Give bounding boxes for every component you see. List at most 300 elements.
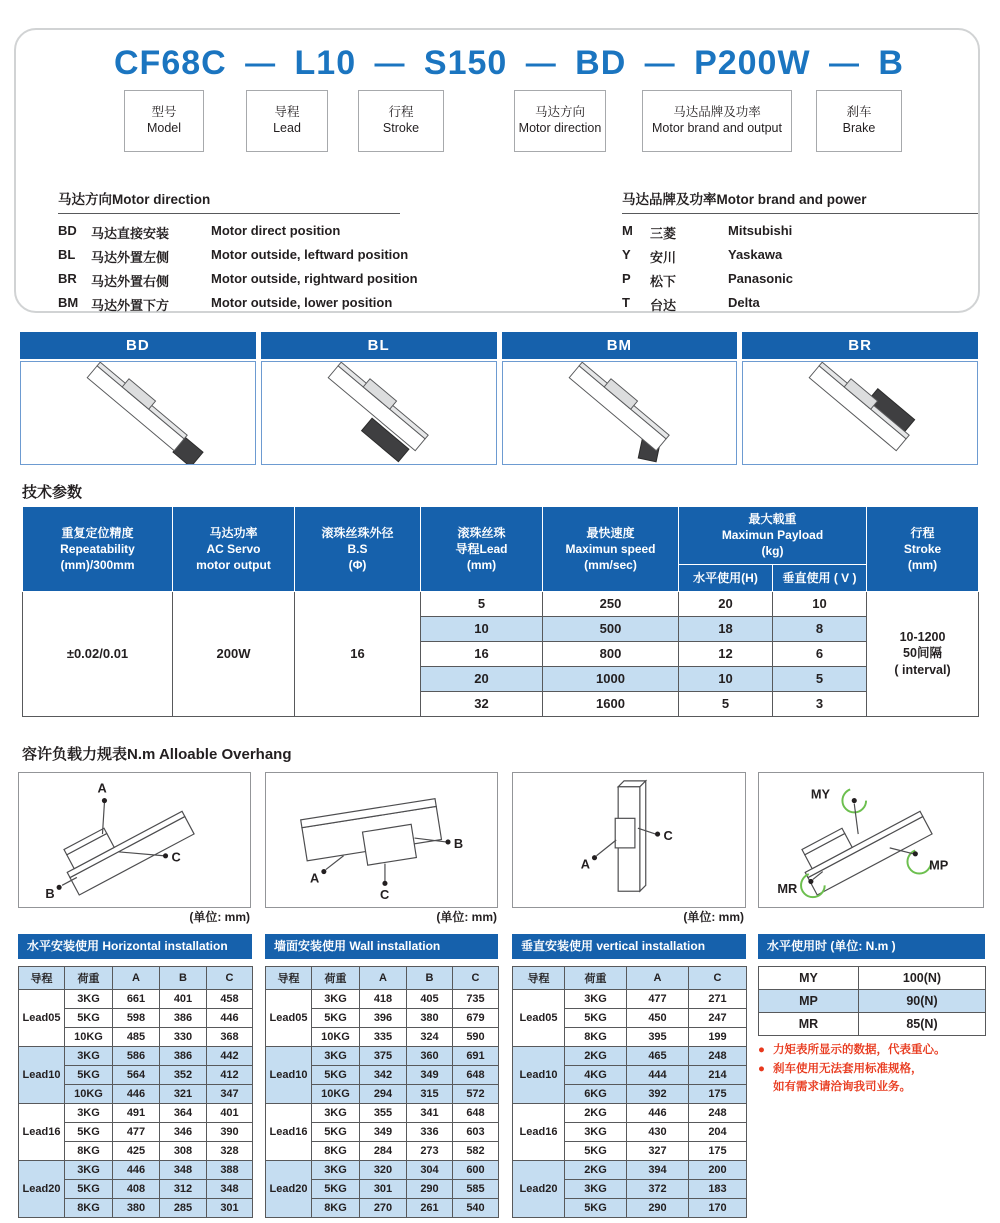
model-box-motor-brand — [642, 90, 792, 152]
model-dash: — — [644, 46, 676, 80]
install-cell: 388 — [207, 1161, 253, 1180]
install-cell: 364 — [160, 1104, 207, 1123]
model-dash: — — [374, 46, 406, 80]
tech-cell: 500 — [543, 616, 679, 641]
unit-label-mm: (单位: mm) — [189, 910, 250, 924]
install-cell: 648 — [453, 1104, 499, 1123]
tech-cell: 250 — [543, 591, 679, 616]
th-line: 滚珠丝珠外径 — [321, 525, 394, 540]
panel-br-image — [742, 361, 978, 465]
lead-group-cell: Lead16 — [19, 1104, 65, 1161]
tech-col-lead — [421, 507, 543, 592]
install-cell: 380 — [113, 1199, 160, 1218]
brand-en: Delta — [728, 295, 760, 310]
install-col-header: A — [113, 967, 160, 990]
install-cell: 425 — [113, 1142, 160, 1161]
actuator-illustration-br-icon — [743, 362, 977, 464]
install-cell: 390 — [207, 1123, 253, 1142]
install-cell: 270 — [360, 1199, 407, 1218]
th-line: Maximun speed — [565, 541, 656, 556]
wall-table-title: 墙面安装使用 Wall installation — [265, 934, 498, 959]
overhang-horizontal-icon — [19, 773, 250, 907]
model-box-cn: 导程 — [274, 105, 300, 120]
direction-code: BL — [58, 247, 76, 262]
note-bullet — [758, 1079, 773, 1096]
brand-en: Panasonic — [728, 271, 794, 286]
lead-group-cell: Lead10 — [513, 1047, 565, 1104]
install-cell: 10KG — [312, 1028, 360, 1047]
diagram-label: A — [580, 856, 590, 872]
tech-cell: 5 — [773, 666, 867, 691]
note-line — [758, 1079, 994, 1096]
install-cell: 247 — [689, 1009, 747, 1028]
torque-axis: MP — [759, 990, 859, 1013]
install-cell: 360 — [407, 1047, 453, 1066]
stroke-line: 50间隔 — [903, 646, 942, 661]
model-box-stroke — [358, 90, 444, 152]
install-col-header: C — [453, 967, 499, 990]
model-box-cn: 型号 — [151, 105, 177, 120]
actuator-illustration-bl-icon — [262, 362, 496, 464]
install-cell: 396 — [360, 1009, 407, 1028]
brand-cn: 三菱 — [650, 226, 677, 241]
install-col-header: 导程 — [266, 967, 312, 990]
install-cell: 395 — [627, 1028, 689, 1047]
direction-en: Motor outside, leftward position — [211, 247, 409, 262]
install-cell: 2KG — [565, 1161, 627, 1180]
model-box-cn: 马达品牌及功率 — [673, 105, 761, 120]
install-col-header: 导程 — [19, 967, 65, 990]
diagram-label: A — [97, 780, 107, 796]
panel-bm-image — [502, 361, 738, 465]
install-cell: 4KG — [565, 1066, 627, 1085]
tech-col-stroke — [867, 507, 979, 592]
th-line: AC Servo — [206, 541, 261, 556]
install-col-header: 荷重 — [65, 967, 113, 990]
install-cell: 3KG — [565, 1180, 627, 1199]
note-bullet: ● — [758, 1044, 765, 1056]
install-cell: 418 — [360, 990, 407, 1009]
install-cell: 564 — [113, 1066, 160, 1085]
install-cell: 284 — [360, 1142, 407, 1161]
lead-group-cell: Lead10 — [266, 1047, 312, 1104]
direction-code: BD — [58, 223, 77, 238]
diagram-label: A — [310, 870, 320, 886]
install-cell: 735 — [453, 990, 499, 1009]
th-line: Repeatability — [60, 541, 135, 556]
install-cell: 341 — [407, 1104, 453, 1123]
torque-table — [758, 966, 986, 1036]
model-code — [114, 44, 904, 83]
actuator-illustration-bm-icon — [503, 362, 737, 464]
install-cell: 321 — [160, 1085, 207, 1104]
direction-cn: 马达直接安装 — [91, 226, 170, 241]
install-cell: 372 — [627, 1180, 689, 1199]
install-cell: 586 — [113, 1047, 160, 1066]
model-box-model — [124, 90, 204, 152]
tech-section-title: 技术参数 — [22, 484, 83, 501]
model-box-motor-direction — [514, 90, 606, 152]
vertical-table-title: 垂直安装使用 vertical installation — [512, 934, 746, 959]
th-line: B.S — [347, 541, 368, 556]
install-cell: 590 — [453, 1028, 499, 1047]
install-cell: 691 — [453, 1047, 499, 1066]
overhang-diagram-vertical — [512, 772, 746, 908]
install-cell: 465 — [627, 1047, 689, 1066]
install-cell: 273 — [407, 1142, 453, 1161]
install-cell: 3KG — [312, 1161, 360, 1180]
install-cell: 5KG — [65, 1009, 113, 1028]
torque-table-title: 水平使用时 (单位: N.m ) — [758, 934, 985, 959]
diagram-label: MY — [810, 786, 831, 802]
torque-value: 100(N) — [859, 967, 986, 990]
model-box-en: Model — [146, 121, 182, 135]
direction-code: BM — [58, 295, 79, 310]
model-box-en: Motor direction — [518, 121, 602, 135]
install-col-header: A — [360, 967, 407, 990]
lead-group-cell: Lead05 — [266, 990, 312, 1047]
note-line — [758, 1042, 994, 1059]
install-cell: 477 — [627, 990, 689, 1009]
motor-direction-item — [58, 271, 448, 290]
tech-cell: 5 — [679, 691, 773, 716]
install-cell: 679 — [453, 1009, 499, 1028]
install-cell: 386 — [160, 1047, 207, 1066]
install-cell: 335 — [360, 1028, 407, 1047]
lead-group-cell: Lead20 — [513, 1161, 565, 1218]
install-cell: 442 — [207, 1047, 253, 1066]
install-cell: 200 — [689, 1161, 747, 1180]
install-cell: 8KG — [312, 1199, 360, 1218]
install-cell: 10KG — [65, 1085, 113, 1104]
th-line: motor output — [196, 557, 271, 572]
th-line: 最快速度 — [586, 525, 635, 540]
panel-bd-image — [20, 361, 256, 465]
overhang-diagram-wall — [265, 772, 498, 908]
direction-en: Motor direct position — [211, 223, 341, 238]
tech-cell: 6 — [773, 641, 867, 666]
brand-code: P — [622, 271, 631, 286]
brand-code: T — [622, 295, 630, 310]
tech-cell: 20 — [679, 591, 773, 616]
horizontal-table-title: 水平安装使用 Horizontal installation — [18, 934, 252, 959]
install-cell: 349 — [407, 1066, 453, 1085]
install-cell: 6KG — [565, 1085, 627, 1104]
motor-brand-items — [622, 223, 987, 314]
tech-cell: 18 — [679, 616, 773, 641]
tech-col-motor-output — [173, 507, 295, 592]
direction-code: BR — [58, 271, 77, 286]
install-cell: 301 — [360, 1180, 407, 1199]
brand-cn: 松下 — [650, 274, 677, 289]
install-cell: 3KG — [65, 1104, 113, 1123]
note-text: 刹车使用无法套用标准规格， — [773, 1062, 923, 1075]
install-cell: 3KG — [565, 990, 627, 1009]
model-box-en: Stroke — [382, 121, 420, 135]
install-cell: 352 — [160, 1066, 207, 1085]
orientation-panels — [20, 332, 978, 465]
motor-direction-item — [58, 223, 448, 242]
th-line: (mm/sec) — [584, 557, 637, 572]
install-col-header: 荷重 — [565, 967, 627, 990]
tech-cell: 10 — [773, 591, 867, 616]
model-box-cn: 马达方向 — [534, 105, 585, 120]
motor-direction-items — [58, 223, 448, 314]
diagram-label: B — [453, 835, 464, 851]
install-col-header: 导程 — [513, 967, 565, 990]
install-cell: 540 — [453, 1199, 499, 1218]
install-cell: 312 — [160, 1180, 207, 1199]
brand-cn: 台达 — [650, 298, 677, 313]
install-cell: 214 — [689, 1066, 747, 1085]
tech-repeatability: ±0.02/0.01 — [23, 591, 173, 716]
install-cell: 648 — [453, 1066, 499, 1085]
install-cell: 458 — [207, 990, 253, 1009]
wall-install-table — [265, 966, 499, 1218]
install-cell: 285 — [160, 1199, 207, 1218]
install-col-header: C — [207, 967, 253, 990]
install-cell: 450 — [627, 1009, 689, 1028]
install-cell: 598 — [113, 1009, 160, 1028]
brand-code: Y — [622, 247, 631, 262]
th-line: 行程 — [910, 525, 935, 540]
install-cell: 3KG — [65, 1161, 113, 1180]
diagram-label: MR — [777, 881, 798, 897]
install-cell: 446 — [207, 1009, 253, 1028]
torque-value: 90(N) — [859, 990, 986, 1013]
install-cell: 175 — [689, 1142, 747, 1161]
install-cell: 394 — [627, 1161, 689, 1180]
install-col-header: A — [627, 967, 689, 990]
install-cell: 304 — [407, 1161, 453, 1180]
install-cell: 392 — [627, 1085, 689, 1104]
install-cell: 5KG — [312, 1123, 360, 1142]
install-cell: 375 — [360, 1047, 407, 1066]
install-cell: 368 — [207, 1028, 253, 1047]
th-line: (mm) — [466, 557, 497, 572]
th-line: (Φ) — [348, 557, 367, 572]
notes — [758, 1042, 994, 1098]
panel-bm — [502, 332, 738, 465]
overhang-diagram-moments — [758, 772, 984, 908]
model-segment: BD — [575, 44, 627, 82]
note-text: 如有需求请洽询我司业务。 — [773, 1081, 911, 1094]
install-cell: 175 — [689, 1085, 747, 1104]
overhang-wall-icon — [266, 773, 497, 907]
th-line: Stroke — [903, 541, 942, 556]
install-cell: 5KG — [565, 1142, 627, 1161]
install-cell: 324 — [407, 1028, 453, 1047]
install-cell: 248 — [689, 1104, 747, 1123]
panel-bd-label: BD — [20, 332, 256, 359]
install-cell: 342 — [360, 1066, 407, 1085]
install-cell: 308 — [160, 1142, 207, 1161]
install-cell: 349 — [360, 1123, 407, 1142]
diagram-label: C — [171, 849, 181, 865]
install-cell: 5KG — [65, 1123, 113, 1142]
motor-direction-item — [58, 295, 448, 314]
install-cell: 348 — [207, 1180, 253, 1199]
brand-code: M — [622, 223, 633, 238]
motor-direction-title: 马达方向Motor direction — [58, 188, 400, 214]
install-cell: 301 — [207, 1199, 253, 1218]
install-cell: 290 — [407, 1180, 453, 1199]
install-cell: 10KG — [65, 1028, 113, 1047]
install-cell: 5KG — [312, 1066, 360, 1085]
panel-bl — [261, 332, 497, 465]
overhang-diagram-horizontal — [18, 772, 251, 908]
install-cell: 5KG — [565, 1199, 627, 1218]
motor-brand-title: 马达品牌及功率Motor brand and power — [622, 188, 978, 214]
torque-axis: MY — [759, 967, 859, 990]
motor-brand-item — [622, 247, 987, 266]
th-line: 导程Lead — [455, 541, 508, 556]
install-cell: 346 — [160, 1123, 207, 1142]
tech-cell: 3 — [773, 691, 867, 716]
tech-table — [22, 506, 979, 717]
th-line: (kg) — [761, 544, 784, 559]
install-cell: 5KG — [312, 1180, 360, 1199]
model-segment: B — [878, 44, 904, 82]
motor-direction-item — [58, 247, 448, 266]
install-cell: 336 — [407, 1123, 453, 1142]
horizontal-install-table — [18, 966, 253, 1218]
install-cell: 183 — [689, 1180, 747, 1199]
install-cell: 661 — [113, 990, 160, 1009]
install-cell: 3KG — [312, 990, 360, 1009]
model-dash: — — [245, 46, 277, 80]
tech-cell: 5 — [421, 591, 543, 616]
motor-brand-item — [622, 295, 987, 314]
install-cell: 248 — [689, 1047, 747, 1066]
motor-direction-legend — [58, 188, 448, 319]
th-line: 马达功率 — [209, 525, 258, 540]
panel-br — [742, 332, 978, 465]
install-cell: 3KG — [312, 1104, 360, 1123]
install-cell: 3KG — [565, 1123, 627, 1142]
install-cell: 330 — [160, 1028, 207, 1047]
stroke-line: 10-1200 — [899, 630, 946, 645]
panel-bl-label: BL — [261, 332, 497, 359]
overhang-moments-icon — [759, 773, 983, 907]
model-box-lead — [246, 90, 328, 152]
panel-bl-image — [261, 361, 497, 465]
install-cell: 582 — [453, 1142, 499, 1161]
install-cell: 5KG — [565, 1009, 627, 1028]
install-cell: 328 — [207, 1142, 253, 1161]
model-code-section — [14, 28, 980, 313]
install-cell: 355 — [360, 1104, 407, 1123]
install-cell: 405 — [407, 990, 453, 1009]
install-col-header: C — [689, 967, 747, 990]
install-cell: 8KG — [312, 1142, 360, 1161]
tech-cell: 12 — [679, 641, 773, 666]
tech-bs: 16 — [295, 591, 421, 716]
tech-cell: 32 — [421, 691, 543, 716]
note-text: 力矩表所显示的数据，代表重心。 — [773, 1044, 946, 1056]
model-dash: — — [828, 46, 860, 80]
install-cell: 3KG — [65, 990, 113, 1009]
install-col-header: B — [407, 967, 453, 990]
install-cell: 485 — [113, 1028, 160, 1047]
tech-cell: 1000 — [543, 666, 679, 691]
motor-brand-item — [622, 271, 987, 290]
install-cell: 430 — [627, 1123, 689, 1142]
install-cell: 294 — [360, 1085, 407, 1104]
install-cell: 5KG — [65, 1066, 113, 1085]
torque-value: 85(N) — [859, 1013, 986, 1036]
direction-cn: 马达外置下方 — [91, 298, 170, 313]
diagram-label: MP — [929, 857, 949, 873]
tech-col-repeatability — [23, 507, 173, 592]
brand-cn: 安川 — [650, 250, 677, 265]
direction-cn: 马达外置右侧 — [91, 274, 170, 289]
install-cell: 315 — [407, 1085, 453, 1104]
tech-col-speed — [543, 507, 679, 592]
tech-cell: 20 — [421, 666, 543, 691]
install-cell: 444 — [627, 1066, 689, 1085]
model-dash: — — [525, 46, 557, 80]
motor-brand-item — [622, 223, 987, 242]
lead-group-cell: Lead05 — [19, 990, 65, 1047]
install-cell: 170 — [689, 1199, 747, 1218]
install-cell: 3KG — [65, 1047, 113, 1066]
tech-col-payload — [679, 507, 867, 565]
th-line: 重复定位精度 — [61, 525, 134, 540]
brand-en: Yaskawa — [728, 247, 783, 262]
install-col-header: B — [160, 967, 207, 990]
diagram-label: C — [663, 828, 673, 843]
install-cell: 347 — [207, 1085, 253, 1104]
install-cell: 401 — [207, 1104, 253, 1123]
install-cell: 412 — [207, 1066, 253, 1085]
install-cell: 348 — [160, 1161, 207, 1180]
unit-label-mm: (单位: mm) — [683, 910, 744, 924]
model-box-cn: 行程 — [388, 105, 414, 120]
tech-col-payload-vertical: 垂直使用 ( V ) — [773, 564, 867, 591]
install-cell: 408 — [113, 1180, 160, 1199]
model-box-en: Brake — [842, 121, 876, 135]
install-cell: 5KG — [65, 1180, 113, 1199]
th-line: Maximun Payload — [721, 528, 824, 543]
install-cell: 3KG — [312, 1047, 360, 1066]
tech-cell: 1600 — [543, 691, 679, 716]
install-cell: 8KG — [565, 1028, 627, 1047]
overhang-section-title: 容许负载力规表N.m Alloable Overhang — [22, 746, 292, 763]
note-bullet: ● — [758, 1062, 765, 1075]
install-cell: 8KG — [65, 1199, 113, 1218]
model-segment: P200W — [694, 44, 811, 82]
tech-motor-output: 200W — [173, 591, 295, 716]
model-box-en: Motor brand and output — [652, 121, 782, 135]
install-cell: 5KG — [312, 1009, 360, 1028]
lead-group-cell: Lead10 — [19, 1047, 65, 1104]
install-cell: 327 — [627, 1142, 689, 1161]
model-box-en: Lead — [273, 121, 301, 135]
stroke-line: ( interval) — [894, 662, 951, 677]
panel-bd — [20, 332, 256, 465]
th-line: (mm)/300mm — [60, 557, 135, 572]
install-cell: 261 — [407, 1199, 453, 1218]
actuator-illustration-bd-icon — [21, 362, 255, 464]
torque-axis: MR — [759, 1013, 859, 1036]
lead-group-cell: Lead20 — [19, 1161, 65, 1218]
tech-cell: 800 — [543, 641, 679, 666]
note-line — [758, 1061, 994, 1078]
install-cell: 401 — [160, 990, 207, 1009]
model-box-cn: 刹车 — [846, 105, 872, 120]
diagram-label: C — [380, 887, 390, 903]
